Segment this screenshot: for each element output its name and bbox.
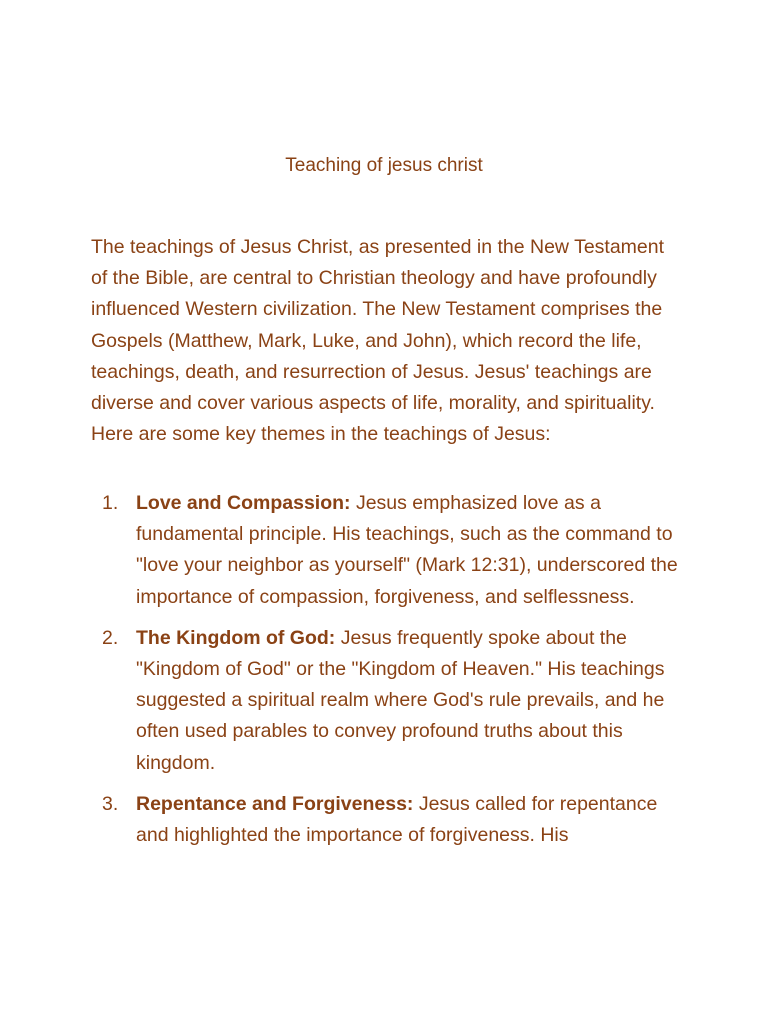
list-item bbox=[91, 623, 681, 779]
list-item-term: The Kingdom of God: bbox=[136, 626, 336, 649]
list-item-text: Jesus called for repentance and highlighted the importance of forgiveness. His bbox=[136, 792, 658, 847]
intro-paragraph: The teachings of Jesus Christ, as presented in the New Testament of the Bible, are central to Christian theology and have profoundly influenced Western civilization. The New Testament comprises the Gospels (Matthew, Mark, Luke, and John), which record the life, teachings, death, and resurrection of Jesus. Jesus' teachings are diverse and cover various aspects of life, morality, and spirituality. Here are some key themes in the teachings of Jesus: bbox=[91, 236, 665, 446]
list-item-text: Jesus emphasized love as a fundamental principle. His teachings, such as the command to "love your neighbor as yourself" (Mark 12:31), underscored the importance of compassion, forgiveness, and selflessness. bbox=[136, 492, 678, 608]
list-item-number: 1. bbox=[102, 492, 119, 514]
list-item-number: 2. bbox=[102, 626, 119, 649]
list-item-text: Jesus frequently spoke about the "Kingdom of God" or the "Kingdom of Heaven." His teachings suggested a spiritual realm where God's rule prevails, and he often used parables to convey profound truths about this kingdom. bbox=[136, 626, 665, 774]
list-item-term: Love and Compassion: bbox=[136, 492, 351, 514]
page-title: Teaching of jesus christ bbox=[285, 155, 483, 176]
list-item bbox=[91, 488, 681, 613]
themes-list bbox=[91, 488, 681, 861]
list-item-term: Repentance and Forgiveness: bbox=[136, 792, 414, 815]
list-item bbox=[91, 789, 681, 851]
list-item-number: 3. bbox=[102, 792, 119, 815]
